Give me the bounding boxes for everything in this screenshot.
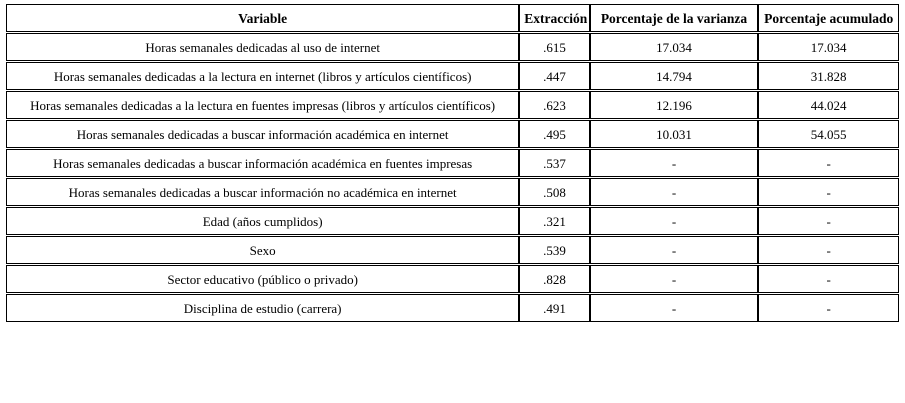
cell-porcentaje-acumulado-text: 31.828 [810,68,847,84]
extraction-variance-table [6,3,899,323]
cell-variable-text: Disciplina de estudio (carrera) [183,300,342,316]
cell-porcentaje-varianza-text: - [671,242,677,258]
cell-variable-text: Horas semanales dedicadas a buscar información académica en fuentes impresas [53,155,473,171]
cell-extraccion [519,178,589,206]
cell-extraccion [519,120,589,148]
table-body [6,33,899,322]
cell-porcentaje-acumulado [758,178,899,206]
cell-porcentaje-varianza [590,265,759,293]
table-row [6,236,899,264]
cell-porcentaje-varianza-text: - [671,271,677,287]
cell-porcentaje-acumulado-text: 54.055 [810,126,847,142]
cell-porcentaje-varianza [590,294,759,322]
cell-porcentaje-acumulado [758,294,899,322]
cell-porcentaje-varianza-text: 12.196 [656,97,692,113]
cell-porcentaje-acumulado-text: 17.034 [810,39,847,55]
cell-porcentaje-acumulado [758,236,899,264]
cell-extraccion-text: .537 [543,155,566,171]
cell-porcentaje-acumulado [758,120,899,148]
cell-variable-text: Horas semanales dedicadas a buscar información no académica en internet [68,184,457,200]
cell-porcentaje-acumulado [758,149,899,177]
cell-variable-text: Horas semanales dedicadas a buscar información académica en internet [76,126,449,142]
cell-extraccion-text: .828 [543,271,566,287]
cell-porcentaje-acumulado-text: - [826,155,831,171]
cell-porcentaje-acumulado [758,33,899,61]
column-header-variable-label: Variable [238,10,288,26]
column-header-extraccion-label: Extracción [524,10,588,26]
cell-porcentaje-acumulado-text: - [826,242,831,258]
table-row [6,207,899,235]
cell-variable [6,120,519,148]
cell-variable-text: Sexo [249,242,276,258]
cell-variable-text: Horas semanales dedicadas a la lectura en internet (libros y artículos científicos) [53,68,472,84]
table-row [6,178,899,206]
cell-extraccion-text: .495 [543,126,566,142]
cell-variable [6,91,519,119]
cell-porcentaje-varianza-text: - [671,213,677,229]
cell-porcentaje-acumulado-text: - [826,213,831,229]
cell-extraccion-text: .615 [543,39,566,55]
cell-porcentaje-varianza-text: - [671,155,677,171]
cell-variable [6,207,519,235]
column-header-porcentaje-acumulado [758,4,899,32]
column-header-porcentaje-varianza-label: Porcentaje de la varianza [600,10,748,26]
table-header-row [6,4,899,32]
table-row [6,149,899,177]
cell-extraccion-text: .491 [543,300,566,316]
cell-porcentaje-varianza-text: 10.031 [656,126,692,142]
cell-extraccion [519,33,589,61]
table-row [6,265,899,293]
column-header-variable [6,4,519,32]
cell-variable-text: Sector educativo (público o privado) [167,271,358,287]
table-row [6,120,899,148]
cell-variable-text: Edad (años cumplidos) [202,213,323,229]
cell-extraccion [519,294,589,322]
table-row [6,62,899,90]
table-header [6,4,899,32]
cell-porcentaje-acumulado-text: - [826,300,831,316]
cell-extraccion [519,149,589,177]
cell-extraccion [519,265,589,293]
cell-porcentaje-acumulado [758,62,899,90]
cell-extraccion [519,207,589,235]
cell-porcentaje-acumulado [758,207,899,235]
cell-variable [6,265,519,293]
cell-variable [6,236,519,264]
table-row [6,91,899,119]
cell-porcentaje-varianza-text: 17.034 [656,39,692,55]
column-header-extraccion [519,4,589,32]
cell-porcentaje-varianza [590,236,759,264]
column-header-porcentaje-acumulado-label: Porcentaje acumulado [764,10,894,26]
cell-variable-text: Horas semanales dedicadas a la lectura en fuentes impresas (libros y artículos científicos) [30,97,496,113]
cell-porcentaje-varianza-text: - [671,184,677,200]
cell-porcentaje-varianza [590,120,759,148]
cell-extraccion-text: .321 [543,213,566,229]
cell-porcentaje-acumulado [758,91,899,119]
cell-extraccion [519,62,589,90]
cell-extraccion-text: .539 [543,242,566,258]
column-header-porcentaje-varianza [590,4,759,32]
cell-porcentaje-acumulado-text: - [826,271,831,287]
cell-porcentaje-varianza [590,33,759,61]
cell-porcentaje-varianza [590,62,759,90]
cell-extraccion [519,91,589,119]
cell-variable [6,294,519,322]
cell-porcentaje-varianza [590,91,759,119]
cell-extraccion [519,236,589,264]
cell-porcentaje-acumulado [758,265,899,293]
cell-variable [6,33,519,61]
cell-variable [6,149,519,177]
cell-porcentaje-acumulado-text: - [826,184,831,200]
cell-porcentaje-varianza-text: - [671,300,677,316]
cell-porcentaje-varianza [590,178,759,206]
extraction-variance-table-container [6,3,899,323]
cell-porcentaje-varianza-text: 14.794 [656,68,692,84]
cell-variable-text: Horas semanales dedicadas al uso de internet [145,39,380,55]
cell-porcentaje-varianza [590,149,759,177]
cell-porcentaje-varianza [590,207,759,235]
cell-variable [6,62,519,90]
cell-porcentaje-acumulado-text: 44.024 [810,97,847,113]
cell-variable [6,178,519,206]
table-row [6,294,899,322]
table-row [6,33,899,61]
cell-extraccion-text: .508 [543,184,566,200]
cell-extraccion-text: .623 [543,97,566,113]
cell-extraccion-text: .447 [543,68,566,84]
